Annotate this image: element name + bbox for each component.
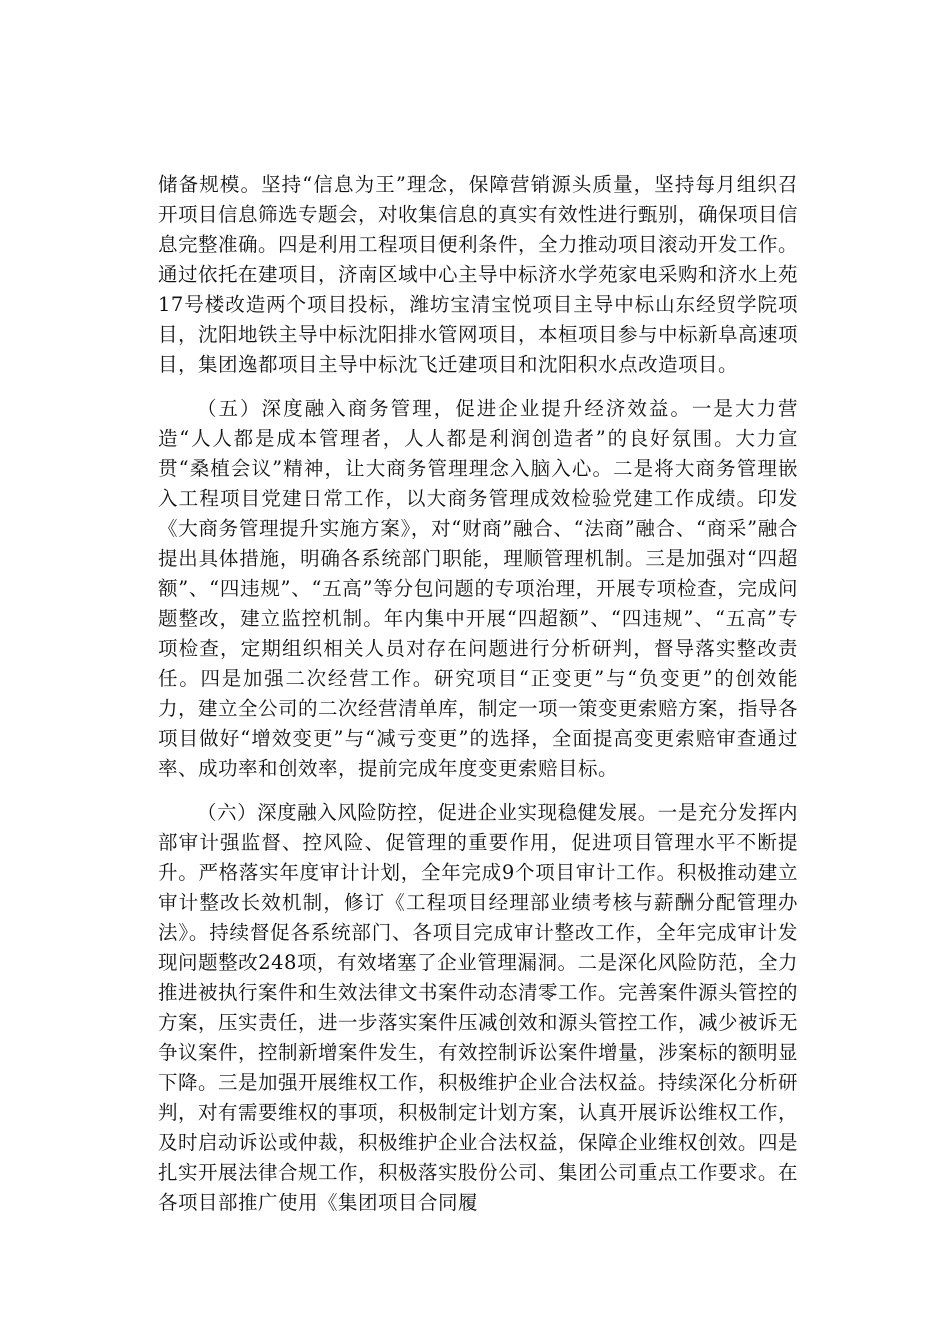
paragraph-section-6: （六）深度融入风险防控，促进企业实现稳健发展。一是充分发挥内部审计强监督、控风险、促管理的重要作用，促进项目管理水平不断提升。严格落实年度审计计划，全年完成9个项目审计工作。积极推动建立审计整改长效机制，修订《工程项目经理部业绩考核与薪酬分配管理办法》。持续督促各系统部门、各项目完成审计整改工作，全年完成审计发现问题整改248项，有效堵塞了企业管理漏洞。二是深化风险防范，全力推进被执行案件和生效法律文书案件动态清零工作。完善案件源头管控的方案，压实责任，进一步落实案件压减创效和源头管控工作，减少被诉无争议案件，控制新增案件发生，有效控制诉讼案件增量，涉案标的额明显下降。三是加强开展维权工作，积极维护企业合法权益。持续深化分析研判，对有需要维权的事项，积极制定计划方案，认真开展诉讼维权工作，及时启动诉讼或仲裁，积极维护企业合法权益，保障企业维权创效。四是扎实开展法律合规工作，积极落实股份公司、集团公司重点工作要求。在各项目部推广使用《集团项目合同履: [158, 801, 799, 1214]
document-body: [158, 170, 798, 1232]
paragraph-section-5: （五）深度融入商务管理，促进企业提升经济效益。一是大力营造“人人都是成本管理者，人人都是利润创造者”的良好氛围。大力宣贯“桑植会议”精神，让大商务管理理念入脑入心。二是将大商务管理嵌入工程项目党建日常工作，以大商务管理成效检验党建工作成绩。印发《大商务管理提升实施方案》，对“财商”融合、“法商”融合、“商采”融合提出具体措施，明确各系统部门职能，理顺管理机制。三是加强对“四超额”、“四违规”、“五高”等分包问题的专项治理，开展专项检查，完成问题整改，建立监控机制。年内集中开展“四超额”、“四违规”、“五高”专项检查，定期组织相关人员对存在问题进行分析研判，督导落实整改责任。四是加强二次经营工作。研究项目“正变更”与“负变更”的创效能力，建立全公司的二次经营清单库，制定一项一策变更索赔方案，指导各项目做好“增效变更”与“减亏变更”的选择，全面提高变更索赔审查通过率、成功率和创效率，提前完成年度变更索赔目标。: [158, 397, 799, 780]
paragraph-continued: 储备规模。坚持“信息为王”理念，保障营销源头质量，坚持每月组织召开项目信息筛选专题会，对收集信息的真实有效性进行甄别，确保项目信息完整准确。四是利用工程项目便利条件，全力推动项目滚动开发工作。通过依托在建项目，济南区域中心主导中标济水学苑家电采购和济水上苑17号楼改造两个项目投标，潍坊宝清宝悦项目主导中标山东经贸学院项目，沈阳地铁主导中标沈阳排水管网项目，本桓项目参与中标新阜高速项目，集团逸都项目主导中标沈飞迁建项目和沈阳积水点改造项目。: [158, 173, 799, 376]
